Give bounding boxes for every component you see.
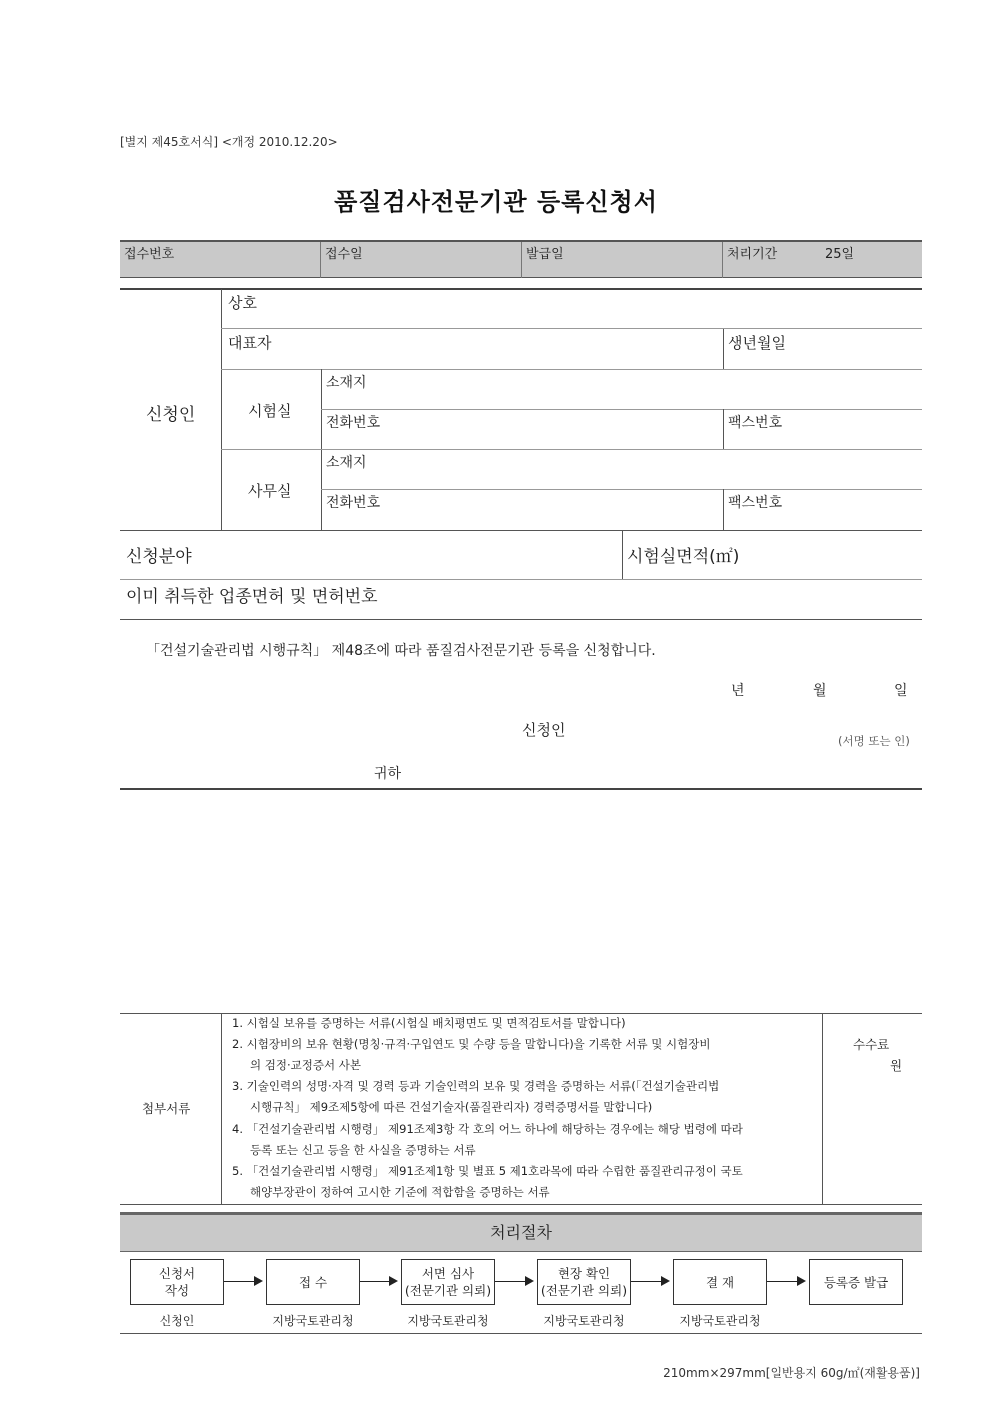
- addressee: 귀하: [374, 766, 402, 782]
- receipt-date-cell[interactable]: [320, 242, 521, 278]
- attachment-line: 1. 시험실 보유를 증명하는 서류(시험실 배치평면도 및 면적검토서를 말합니다): [232, 1016, 626, 1030]
- row-divider: [221, 449, 922, 450]
- fax-divider: [723, 409, 724, 449]
- office-label: 사무실: [248, 482, 292, 500]
- row-divider: [120, 579, 922, 580]
- arrow-right-icon: [389, 1276, 398, 1286]
- form-number: [별지 제45호서식] <개정 2010.12.20>: [120, 135, 338, 149]
- step-certificate-box: [809, 1259, 903, 1305]
- step-subtitle: 작성: [164, 1283, 190, 1298]
- office-phone-field[interactable]: 전화번호: [326, 495, 381, 511]
- applicant-section-label: 신청인: [146, 405, 196, 425]
- lab-area-field[interactable]: 시험실면적(㎡): [627, 547, 740, 567]
- signature-field[interactable]: (서명 또는 인): [838, 734, 910, 748]
- attachments-label-divider: [221, 1013, 222, 1204]
- arrow-line: [495, 1281, 525, 1282]
- office-address-field[interactable]: 소재지: [326, 455, 367, 471]
- step-title: 등록증 발급: [823, 1274, 889, 1290]
- step-title: 결 재: [705, 1274, 735, 1290]
- fee-label: 수수료: [853, 1037, 890, 1052]
- attachment-line: 3. 기술인력의 성명·자격 및 경력 등과 기술인력의 보유 및 경력을 증명하는 서류(「건설기술관리법: [232, 1079, 720, 1093]
- issue-date-cell[interactable]: [521, 242, 722, 278]
- step-subtitle: (전문기관 의뢰): [540, 1283, 628, 1298]
- receipt-info-bar: [120, 240, 922, 278]
- declaration-applicant: 신청인: [522, 721, 566, 739]
- attachments-top-border: [120, 1013, 922, 1014]
- step-receipt-box: [266, 1259, 360, 1305]
- step-title: 신청서: [158, 1266, 196, 1281]
- procedure-bottom-border: [120, 1333, 922, 1334]
- receipt-date-label: 접수일: [325, 247, 363, 262]
- procedure-header: 처리절차: [120, 1212, 922, 1252]
- paper-spec-note: 210mm×297mm[일반용지 60g/㎡(재활용품)]: [663, 1366, 920, 1380]
- attachments-bottom-border: [120, 1204, 922, 1205]
- arrow-right-icon: [661, 1276, 670, 1286]
- arrow-right-icon: [797, 1276, 806, 1286]
- license-field[interactable]: 이미 취득한 업종면허 및 면허번호: [126, 587, 378, 607]
- application-field[interactable]: 신청분야: [126, 547, 192, 567]
- step-actor: 지방국토관리청: [407, 1314, 489, 1328]
- applicant-label-divider: [221, 289, 222, 530]
- row-divider: [221, 369, 922, 370]
- step-subtitle: (전문기관 의뢰): [404, 1283, 492, 1298]
- day-field[interactable]: 일: [894, 683, 908, 699]
- step-application-box: [130, 1259, 224, 1305]
- processing-period-cell: [722, 242, 922, 278]
- attachment-line: 시행규칙」 제9조제5항에 따른 건설기술자(품질관리자) 경력증명서를 말합니다): [250, 1100, 653, 1114]
- attachment-line: 등록 또는 신고 등을 한 사실을 증명하는 서류: [250, 1143, 476, 1157]
- fax-divider: [723, 489, 724, 530]
- step-actor: 지방국토관리청: [543, 1314, 625, 1328]
- arrow-right-icon: [254, 1276, 263, 1286]
- year-field[interactable]: 년: [731, 683, 745, 699]
- receipt-number-label: 접수번호: [124, 247, 175, 262]
- arrow-right-icon: [525, 1276, 534, 1286]
- applicant-top-border: [120, 288, 922, 290]
- birthdate-field[interactable]: 생년월일: [728, 334, 786, 352]
- lab-fax-field[interactable]: 팩스번호: [728, 415, 783, 431]
- lab-address-field[interactable]: 소재지: [326, 375, 367, 391]
- birthdate-divider: [723, 329, 724, 369]
- issue-date-label: 발급일: [526, 247, 564, 262]
- declaration-bottom-border: [120, 788, 922, 790]
- office-fax-field[interactable]: 팩스번호: [728, 495, 783, 511]
- row-divider: [221, 328, 922, 329]
- arrow-line: [767, 1281, 797, 1282]
- lab-phone-field[interactable]: 전화번호: [326, 415, 381, 431]
- step-document-review-box: [401, 1259, 495, 1305]
- arrow-line: [224, 1281, 254, 1282]
- receipt-number-cell[interactable]: [120, 242, 320, 278]
- processing-period-label: 처리기간: [727, 247, 778, 262]
- arrow-line: [631, 1281, 661, 1282]
- attachment-line: 2. 시험장비의 보유 현황(명칭·규격·구입연도 및 수량 등을 말합니다)을 기록한 서류 및 시험장비: [232, 1037, 711, 1051]
- step-title: 서면 심사: [421, 1266, 475, 1281]
- attachment-line: 해양부장관이 정하여 고시한 기준에 적합함을 증명하는 서류: [250, 1185, 550, 1199]
- fee-divider: [822, 1013, 823, 1204]
- step-actor: 지방국토관리청: [272, 1314, 354, 1328]
- representative-field[interactable]: 대표자: [228, 334, 272, 352]
- row-divider: [120, 619, 922, 620]
- step-site-check-box: [537, 1259, 631, 1305]
- step-actor: 지방국토관리청: [679, 1314, 761, 1328]
- step-approval-box: [673, 1259, 767, 1305]
- month-field[interactable]: 월: [813, 683, 827, 699]
- lab-area-divider: [622, 531, 623, 579]
- step-title: 현장 확인: [557, 1266, 611, 1281]
- attachment-line: 의 검정·교정증서 사본: [250, 1058, 361, 1072]
- step-title: 접 수: [298, 1274, 328, 1290]
- processing-period-value: 25일: [825, 247, 855, 262]
- declaration-statement: 「건설기술관리법 시행규칙」 제48조에 따라 품질검사전문기관 등록을 신청합니다.: [146, 643, 656, 659]
- fee-amount-field[interactable]: 원: [890, 1058, 903, 1073]
- arrow-line: [360, 1281, 389, 1282]
- lab-label: 시험실: [248, 402, 292, 420]
- trade-name-field[interactable]: 상호: [228, 294, 257, 312]
- attachment-line: 4. 「건설기술관리법 시행령」 제91조제3항 각 호의 어느 하나에 해당하는 경우에는 해당 법령에 따라: [232, 1122, 743, 1136]
- attachments-label: 첨부서류: [142, 1101, 191, 1116]
- row-divider: [321, 409, 922, 410]
- step-actor: 신청인: [159, 1314, 195, 1328]
- applicant-bottom-border: [120, 530, 922, 531]
- attachment-line: 5. 「건설기술관리법 시행령」 제91조제1항 및 별표 5 제1호라목에 따라 수립한 품질관리규정이 국토: [232, 1164, 743, 1178]
- row-divider: [321, 489, 922, 490]
- document-title: 품질검사전문기관 등록신청서: [334, 188, 658, 216]
